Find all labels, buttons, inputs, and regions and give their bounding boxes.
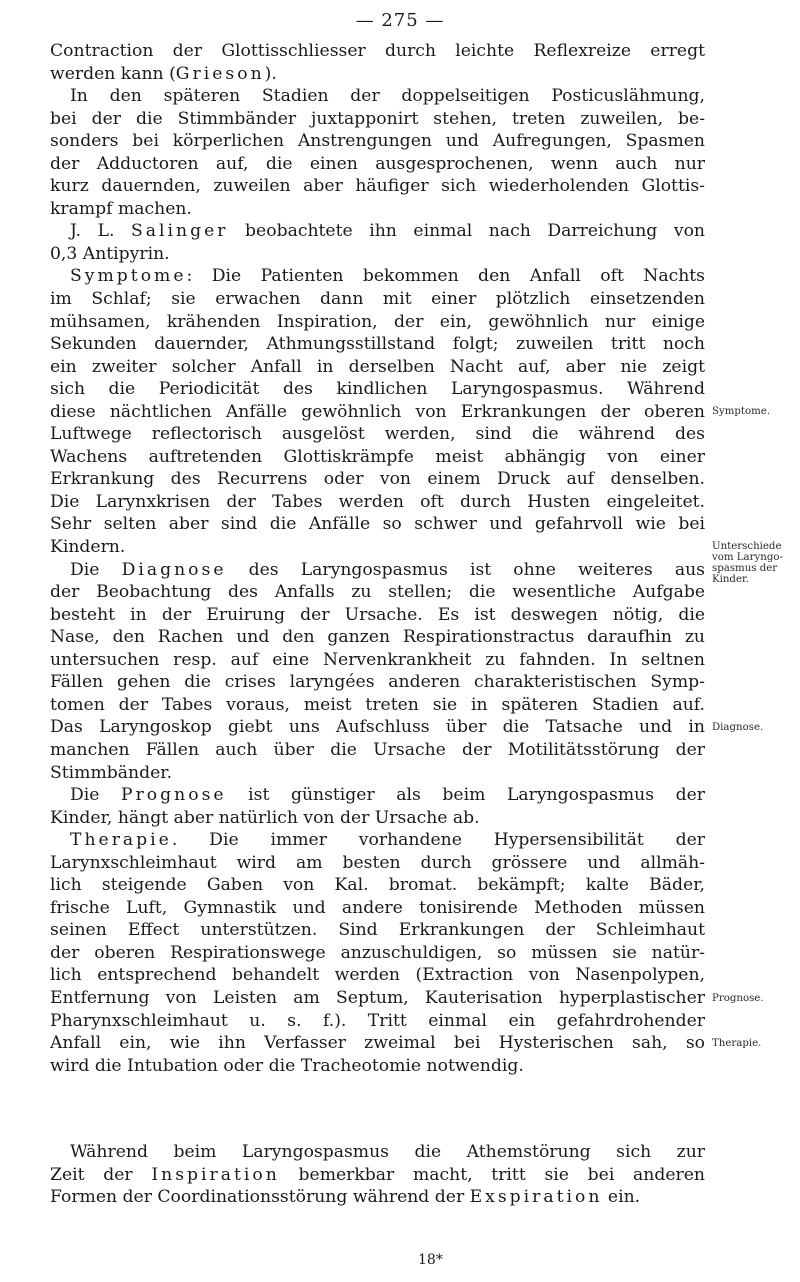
emphasis: Exspiration (469, 1187, 603, 1208)
text-line: manchen Fällen auch über die Ursache der Motilitätsstörung der (50, 739, 705, 760)
section-keyword: Therapie (70, 830, 172, 851)
text-line: Wachens auftretenden Glottiskrämpfe meist abhängig von einer (50, 446, 705, 467)
section-keyword: Prognose (121, 785, 227, 806)
text-line: kurz dauernden, zuweilen aber häufiger sich wiederholenden Glottis- (50, 176, 705, 197)
author-name: Grieson (175, 63, 265, 84)
emphasis: Inspiration (151, 1164, 280, 1185)
text-line: der Adductoren auf, die einen ausgesprochenen, wenn auch nur (50, 153, 705, 174)
text-line: untersuchen resp. auf eine Nervenkrankheit zu fahnden. In seltnen (50, 649, 705, 670)
text-line: Pharynxschleimhaut u. s. f.). Tritt einmal ein gefahrdrohender (50, 1010, 705, 1031)
body-text (50, 40, 705, 1209)
text-line: Therapie. Die immer vorhandene Hypersensibilität der (70, 830, 705, 851)
text-line: besteht in der Eruirung der Ursache. Es ist deswegen nötig, die (50, 604, 705, 625)
text-line: Anfall ein, wie ihn Verfasser zweimal bei Hysterischen sah, so (50, 1033, 705, 1054)
text-line: Sekunden dauernder, Athmungsstillstand folgt; zuweilen tritt noch (50, 334, 705, 355)
author-name: Salinger (131, 221, 229, 242)
text-line: Während beim Laryngospasmus die Athemstörung sich zur (70, 1142, 705, 1163)
text-line: werden kann (Grieson). (50, 63, 277, 84)
text-line: Das Laryngoskop giebt uns Aufschluss über die Tatsache und in (50, 717, 705, 738)
text-line: Die Diagnose des Laryngospasmus ist ohne weiteres aus (70, 559, 705, 580)
text-line: lich steigende Gaben von Kal. bromat. bekämpft; kalte Bäder, (50, 875, 705, 896)
text-line: wird die Intubation oder die Tracheotomie notwendig. (50, 1055, 524, 1076)
text-line: der oberen Respirationswege anzuschuldigen, so müssen sie natür- (50, 942, 705, 963)
text-line: 0,3 Antipyrin. (50, 243, 170, 264)
text-line: sonders bei körperlichen Anstrengungen und Aufregungen, Spasmen (50, 131, 705, 152)
section-keyword: Symptome (70, 266, 187, 287)
text-line: krampf machen. (50, 198, 192, 219)
text-line: Fällen gehen die crises laryngées anderen charakteristischen Symp- (50, 672, 705, 693)
section-keyword: Diagnose (121, 559, 227, 580)
text-line: In den späteren Stadien der doppelseitigen Posticuslähmung, (70, 86, 705, 107)
text-line: Contraction der Glottisschliesser durch leichte Reflexreize erregt (50, 41, 705, 61)
text-line: bei der die Stimmbänder juxtapponirt stehen, treten zuweilen, be- (50, 108, 705, 129)
text-line: Luftwege reflectorisch ausgelöst werden, sind die während des (50, 424, 705, 445)
signature-mark: 18* (418, 1252, 443, 1268)
text-line: J. L. Salinger beobachtete ihn einmal nach Darreichung von (70, 221, 705, 242)
text-line: Entfernung von Leisten am Septum, Kauterisation hyperplastischer (50, 987, 705, 1008)
text-line: Die Larynxkrisen der Tabes werden oft durch Husten eingeleitet. (50, 491, 705, 512)
text-line: Formen der Coordinationsstörung während der Exspiration ein. (50, 1187, 641, 1208)
text-line: Zeit der Inspiration bemerkbar macht, tritt sie bei anderen (50, 1164, 705, 1185)
text-line: Kindern. (50, 537, 126, 558)
text-line: mühsamen, krähenden Inspiration, der ein, gewöhnlich nur einige (50, 311, 705, 332)
text-line: seinen Effect unterstützen. Sind Erkrankungen der Schleimhaut (50, 920, 705, 941)
text-line: ein zweiter solcher Anfall in derselben Nacht auf, aber nie zeigt (50, 356, 705, 377)
text-line: Larynxschleimhaut wird am besten durch grössere und allmäh- (50, 852, 705, 873)
section-gap (50, 1077, 705, 1141)
text-line: Nase, den Rachen und den ganzen Respirationstractus daraufhin zu (50, 627, 705, 648)
text-line: lich entsprechend behandelt werden (Extraction von Nasenpolypen, (50, 965, 705, 986)
text-line: Sehr selten aber sind die Anfälle so schwer und gefahrvoll wie bei (50, 514, 705, 535)
margin-note-diagnose: Diagnose. (712, 722, 764, 733)
text-line: der Beobachtung des Anfalls zu stellen; die wesentliche Aufgabe (50, 582, 705, 603)
text-line: tomen der Tabes voraus, meist treten sie in späteren Stadien auf. (50, 694, 705, 715)
text-line: im Schlaf; sie erwachen dann mit einer plötzlich einsetzenden (50, 289, 705, 310)
text-line: Symptome: Die Patienten bekommen den Anfall oft Nachts (70, 266, 705, 287)
text-line: Erkrankung des Recurrens oder von einem Druck auf denselben. (50, 469, 705, 490)
text-line: frische Luft, Gymnastik und andere tonisirende Methoden müssen (50, 897, 705, 918)
margin-note-therapie: Therapie. (712, 1038, 762, 1049)
text-line: Kinder, hängt aber natürlich von der Ursache ab. (50, 807, 480, 828)
text-line: Die Prognose ist günstiger als beim Laryngospasmus der (70, 785, 705, 806)
page-number: — 275 — (355, 10, 445, 31)
margin-note-unterschiede: Unterschiede vom Laryngo- spasmus der Kinder. (712, 541, 783, 585)
margin-note-prognose: Prognose. (712, 993, 764, 1004)
text-line: sich die Periodicität des kindlichen Laryngospasmus. Während (50, 379, 705, 400)
margin-note-symptome: Symptome. (712, 406, 771, 417)
text-line: Stimmbänder. (50, 762, 173, 783)
text-line: diese nächtlichen Anfälle gewöhnlich von Erkrankungen der oberen (50, 401, 705, 422)
